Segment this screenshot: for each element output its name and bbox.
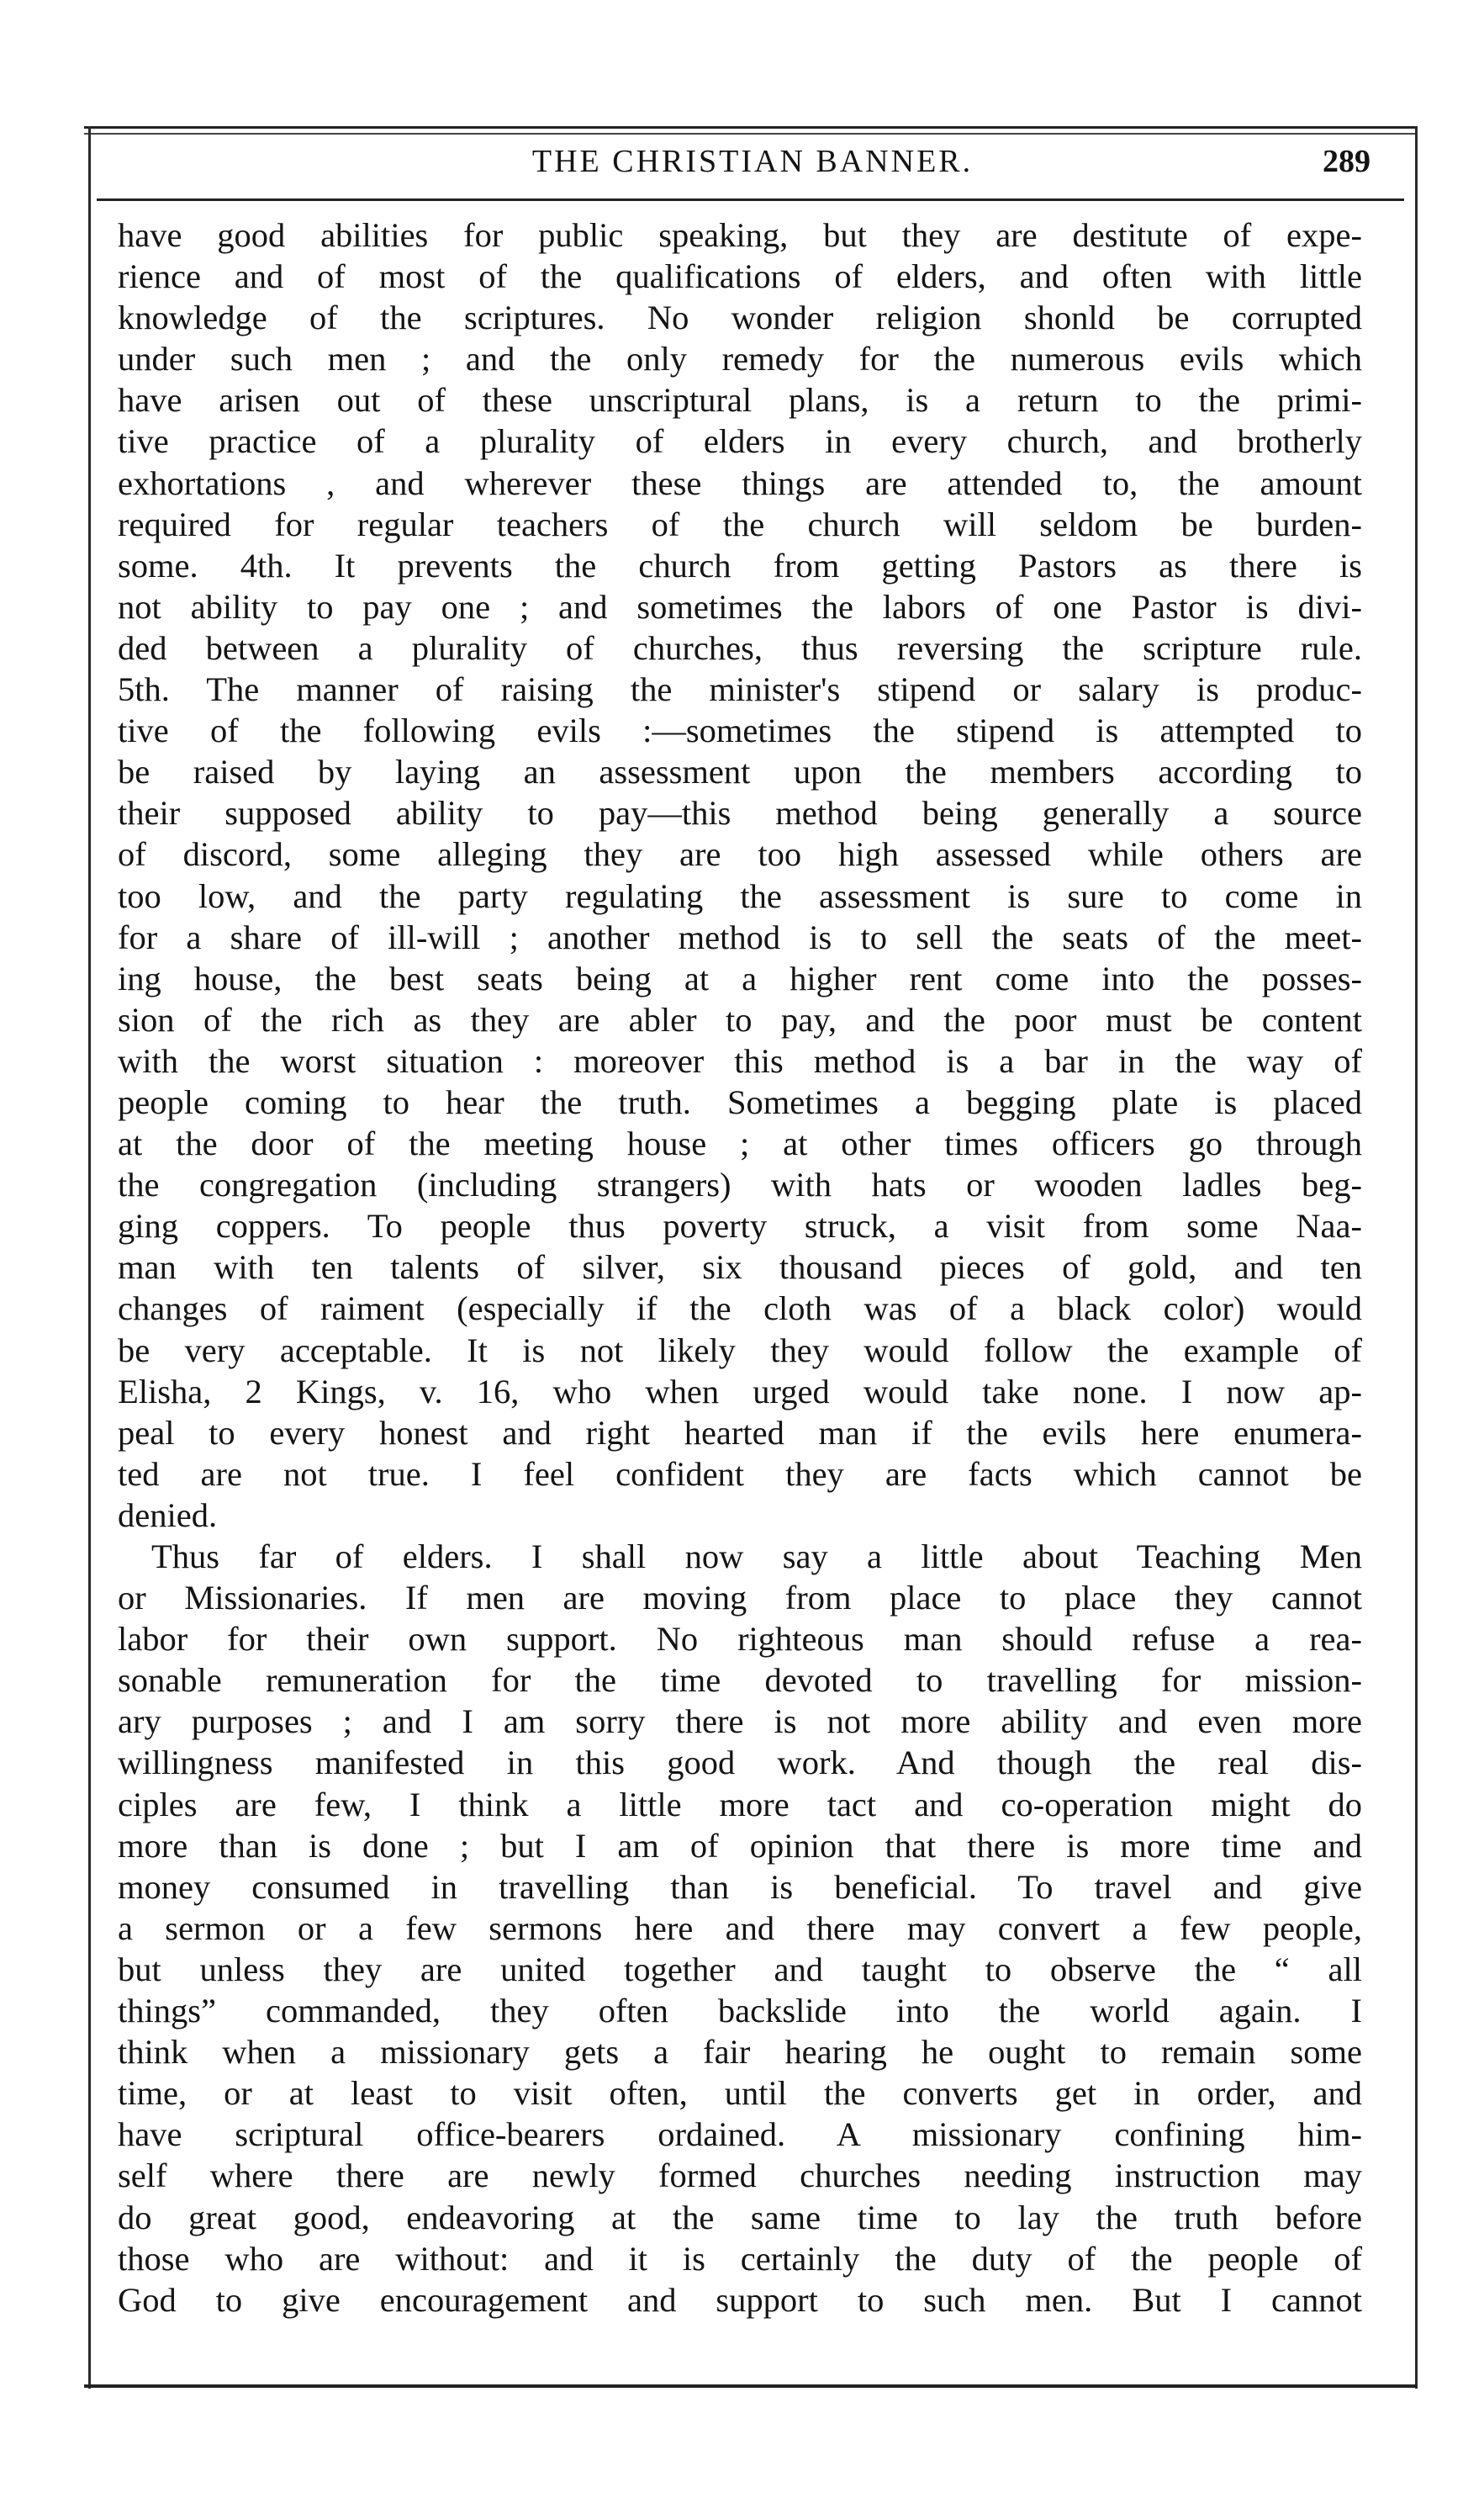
text-line: under such men ; and the only remedy for the numerous evils which <box>118 340 1362 378</box>
text-line: the congregation (including strangers) with hats or wooden ladles beg- <box>118 1166 1362 1204</box>
text-line: of discord, some alleging they are too high assessed while others are <box>118 835 1362 874</box>
text-line: their supposed ability to pay—this method being generally a source <box>118 794 1362 833</box>
text-line: 5th. The manner of raising the minister's stipend or salary is produc- <box>118 670 1362 709</box>
bottom-rule <box>84 2384 1417 2388</box>
text-line: too low, and the party regulating the assessment is sure to come in <box>118 876 1362 915</box>
text-line: or Missionaries. If men are moving from place to place they cannot <box>118 1579 1362 1617</box>
text-line: sion of the rich as they are abler to pay, and the poor must be content <box>118 1000 1362 1039</box>
text-line: tive practice of a plurality of elders in every church, and brotherly <box>118 422 1362 461</box>
text-line: peal to every honest and right hearted man if the evils here enumera- <box>118 1413 1362 1452</box>
text-line: rience and of most of the qualifications of elders, and often with little <box>118 257 1362 296</box>
running-title: THE CHRISTIAN BANNER. <box>531 144 974 179</box>
text-line: have scriptural office-bearers ordained. A missionary confining him- <box>118 2115 1362 2154</box>
text-line: ging coppers. To people thus poverty struck, a visit from some Naa- <box>118 1207 1362 1246</box>
text-line: have good abilities for public speaking, but they are destitute of expe- <box>118 216 1362 254</box>
page-number: 289 <box>1323 144 1370 179</box>
text-line: ciples are few, I think a little more tact and co-operation might do <box>118 1785 1362 1823</box>
text-line: Thus far of elders. I shall now say a little about Teaching Men <box>151 1537 1362 1575</box>
text-line: sonable remuneration for the time devoted to travelling for mission- <box>118 1661 1362 1700</box>
text-line: exhortations , and wherever these things are attended to, the amount <box>118 463 1362 502</box>
text-line: man with ten talents of silver, six thousand pieces of gold, and ten <box>118 1248 1362 1287</box>
text-line: for a share of ill-will ; another method is to sell the seats of the meet- <box>118 918 1362 956</box>
text-line: do great good, endeavoring at the same time to lay the truth before <box>118 2198 1362 2236</box>
text-line: not ability to pay one ; and sometimes the labors of one Pastor is divi- <box>118 587 1362 626</box>
body-text <box>118 214 1362 2321</box>
text-line: have arisen out of these unscriptural plans, is a return to the primi- <box>118 381 1362 420</box>
text-line: ded between a plurality of churches, thus reversing the scripture rule. <box>118 628 1362 667</box>
text-line: at the door of the meeting house ; at other times officers go through <box>118 1125 1362 1163</box>
text-line: changes of raiment (especially if the cloth was of a black color) would <box>118 1289 1362 1328</box>
text-line: those who are without: and it is certainly the duty of the people of <box>118 2239 1362 2278</box>
text-line: denied. <box>118 1495 218 1534</box>
text-line: required for regular teachers of the church will seldom be burden- <box>118 505 1362 543</box>
text-line: tive of the following evils :—sometimes the stipend is attempted to <box>118 712 1362 750</box>
text-line: think when a missionary gets a fair hearing he ought to remain some <box>118 2033 1362 2072</box>
text-line: ted are not true. I feel confident they are facts which cannot be <box>118 1454 1362 1493</box>
text-line: but unless they are united together and taught to observe the “ all <box>118 1950 1362 1988</box>
text-line: be very acceptable. It is not likely they would follow the example of <box>118 1331 1362 1369</box>
text-line: time, or at least to visit often, until the converts get in order, and <box>118 2074 1362 2113</box>
text-line: willingness manifested in this good work. And though the real dis- <box>118 1744 1362 1782</box>
text-line: things” commanded, they often backslide into the world again. I <box>118 1992 1362 2030</box>
text-line: a sermon or a few sermons here and there may convert a few people, <box>118 1908 1362 1947</box>
header-rule <box>97 198 1404 201</box>
text-line: be raised by laying an assessment upon the members according to <box>118 753 1362 791</box>
text-line: people coming to hear the truth. Sometimes a begging plate is placed <box>118 1082 1362 1121</box>
text-line: money consumed in travelling than is beneficial. To travel and give <box>118 1867 1362 1906</box>
text-line: labor for their own support. No righteous man should refuse a rea- <box>118 1620 1362 1659</box>
text-line: God to give encouragement and support to such men. But I cannot <box>118 2280 1362 2319</box>
text-line: Elisha, 2 Kings, v. 16, who when urged would take none. I now ap- <box>118 1372 1362 1410</box>
text-line: ary purposes ; and I am sorry there is not more ability and even more <box>118 1702 1362 1741</box>
text-line: ing house, the best seats being at a higher rent come into the posses- <box>118 959 1362 998</box>
text-line: some. 4th. It prevents the church from getting Pastors as there is <box>118 546 1362 585</box>
text-line: self where there are newly formed churches needing instruction may <box>118 2156 1362 2195</box>
text-line: more than is done ; but I am of opinion that there is more time and <box>118 1826 1362 1865</box>
page-header <box>97 143 1408 193</box>
text-line: knowledge of the scriptures. No wonder religion shonld be corrupted <box>118 299 1362 337</box>
text-line: with the worst situation : moreover this method is a bar in the way of <box>118 1041 1362 1080</box>
